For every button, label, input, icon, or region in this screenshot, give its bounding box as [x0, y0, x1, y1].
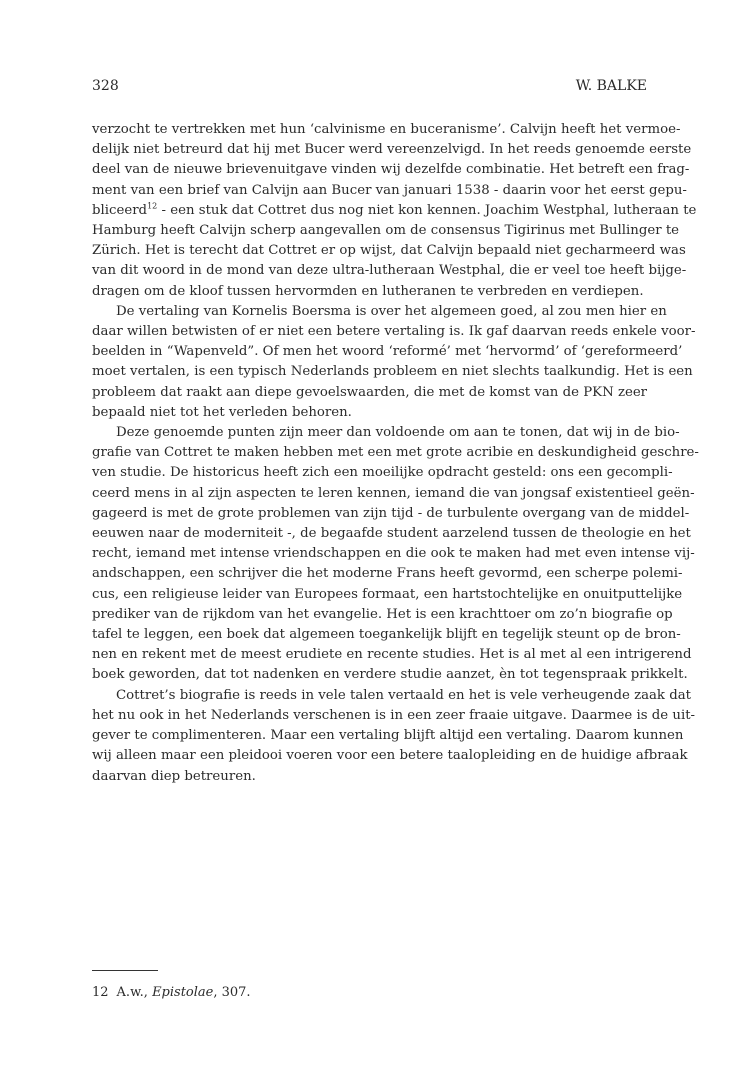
- footnote-reference[interactable]: 12: [147, 201, 158, 211]
- running-head: W. BALKE: [575, 78, 647, 94]
- paragraph: [92, 686, 696, 787]
- text-line: recht, iemand met intense vriendschappen en die ook te maken had met even intense vij-: [92, 546, 695, 562]
- text-line: ment van een brief van Calvijn aan Bucer van januari 1538 - daarin voor het eerst gepu-: [92, 182, 687, 198]
- text-line: probleem dat raakt aan diepe gevoelswaarden, die met de komst van de PKN zeer: [92, 384, 648, 400]
- text-line: ceerd mens in al zijn aspecten te leren kennen, iemand die van jongsaf existentieel geën-: [92, 485, 695, 501]
- footnote: [92, 985, 251, 1000]
- text-segment: - een stuk dat Cottret dus nog niet kon kennen. Joachim Westphal, lutheraan te: [157, 202, 697, 218]
- text-line: het nu ook in het Nederlands verschenen is in een zeer fraaie uitgave. Daarmee is de uit-: [92, 707, 696, 723]
- page-number: 328: [92, 78, 119, 94]
- text-line: daar willen betwisten of er niet een betere vertaling is. Ik gaf daarvan reeds enkele voor-: [92, 324, 696, 340]
- text-line: tafel te leggen, een boek dat algemeen toegankelijk blijft en tegelijk steunt op de bron-: [92, 627, 681, 643]
- paragraph: [92, 302, 696, 423]
- text-line: delijk niet betreurd dat hij met Bucer werd vereenzelvigd. In het reeds genoemde eerste: [92, 142, 692, 158]
- page-header: [92, 78, 647, 98]
- text-line: De vertaling van Kornelis Boersma is over het algemeen goed, al zou men hier en: [116, 303, 667, 319]
- footnote-pages: , 307.: [213, 985, 251, 1000]
- paragraph: [92, 423, 699, 686]
- text-line: Hamburg heeft Calvijn scherp aangevallen om de consensus Tigirinus met Bullinger te: [92, 223, 680, 239]
- text-line: andschappen, een schrijver die het moderne Frans heeft gevormd, een scherpe polemi-: [92, 566, 683, 582]
- text-line: ven studie. De historicus heeft zich een moeilijke opdracht gesteld: ons een gecompli-: [92, 465, 673, 481]
- paragraph: [92, 120, 697, 302]
- text-line: moet vertalen, is een typisch Nederlands probleem en niet slechts taalkundig. Het is een: [92, 364, 693, 380]
- footnote-source: A.w.,: [116, 985, 153, 1000]
- text-line: Zürich. Het is terecht dat Cottret er op wijst, dat Calvijn bepaald niet gecharmeerd was: [92, 243, 686, 259]
- text-line: Cottret’s biografie is reeds in vele talen vertaald en het is vele verheugende zaak dat: [116, 687, 691, 703]
- text-line: cus, een religieuse leider van Europees formaat, een hartstochtelijke en onuitputtelijke: [92, 586, 683, 602]
- text-line: daarvan diep betreuren.: [92, 768, 256, 784]
- text-line: gageerd is met de grote problemen van zijn tijd - de turbulente overgang van de middel-: [92, 505, 690, 521]
- text-segment: bliceerd: [92, 202, 148, 218]
- text-line: dragen om de kloof tussen hervormden en lutheranen te verbreden en verdiepen.: [92, 283, 644, 299]
- text-line: nen en rekent met de meest erudiete en recente studies. Het is al met al een intrigerend: [92, 647, 692, 663]
- text-line: grafie van Cottret te maken hebben met een met grote acribie en deskundigheid geschre-: [92, 445, 699, 461]
- text-line: boek geworden, dat tot nadenken en verdere studie aanzet, èn tot tegenspraak prikkelt.: [92, 667, 688, 683]
- footnote-title: Epistolae: [152, 985, 214, 1000]
- text-line: van dit woord in de mond van deze ultra-lutheraan Westphal, die er veel toe heeft bijge-: [92, 263, 687, 279]
- body-text: [92, 120, 699, 787]
- text-line: Deze genoemde punten zijn meer dan voldoende om aan te tonen, dat wij in de bio-: [116, 425, 680, 441]
- text-line: wij alleen maar een pleidooi voeren voor een betere taalopleiding en de huidige afbraak: [92, 748, 688, 764]
- text-line: deel van de nieuwe brievenuitgave vinden wij dezelfde combinatie. Het betreft een frag-: [92, 162, 690, 178]
- text-line: bepaald niet tot het verleden behoren.: [92, 404, 352, 420]
- text-line: prediker van de rijkdom van het evangelie. Het is een krachttoer om zo’n biografie op: [92, 606, 673, 622]
- text-line: beelden in “Wapenveld”. Of men het woord ‘reformé’ met ‘hervormd’ of ‘gereformeerd’: [92, 344, 683, 360]
- footnote-divider: [92, 970, 158, 971]
- text-line: gever te complimenteren. Maar een vertaling blijft altijd een vertaling. Daarom kunnen: [92, 728, 684, 744]
- footnote-number: 12: [92, 985, 109, 1000]
- text-line: verzocht te vertrekken met hun ‘calvinisme en buceranisme’. Calvijn heeft het vermoe-: [92, 122, 681, 137]
- text-line-with-footnote: [92, 201, 697, 221]
- text-line: eeuwen naar de moderniteit -, de begaafde student aarzelend tussen de theologie en het: [92, 526, 691, 542]
